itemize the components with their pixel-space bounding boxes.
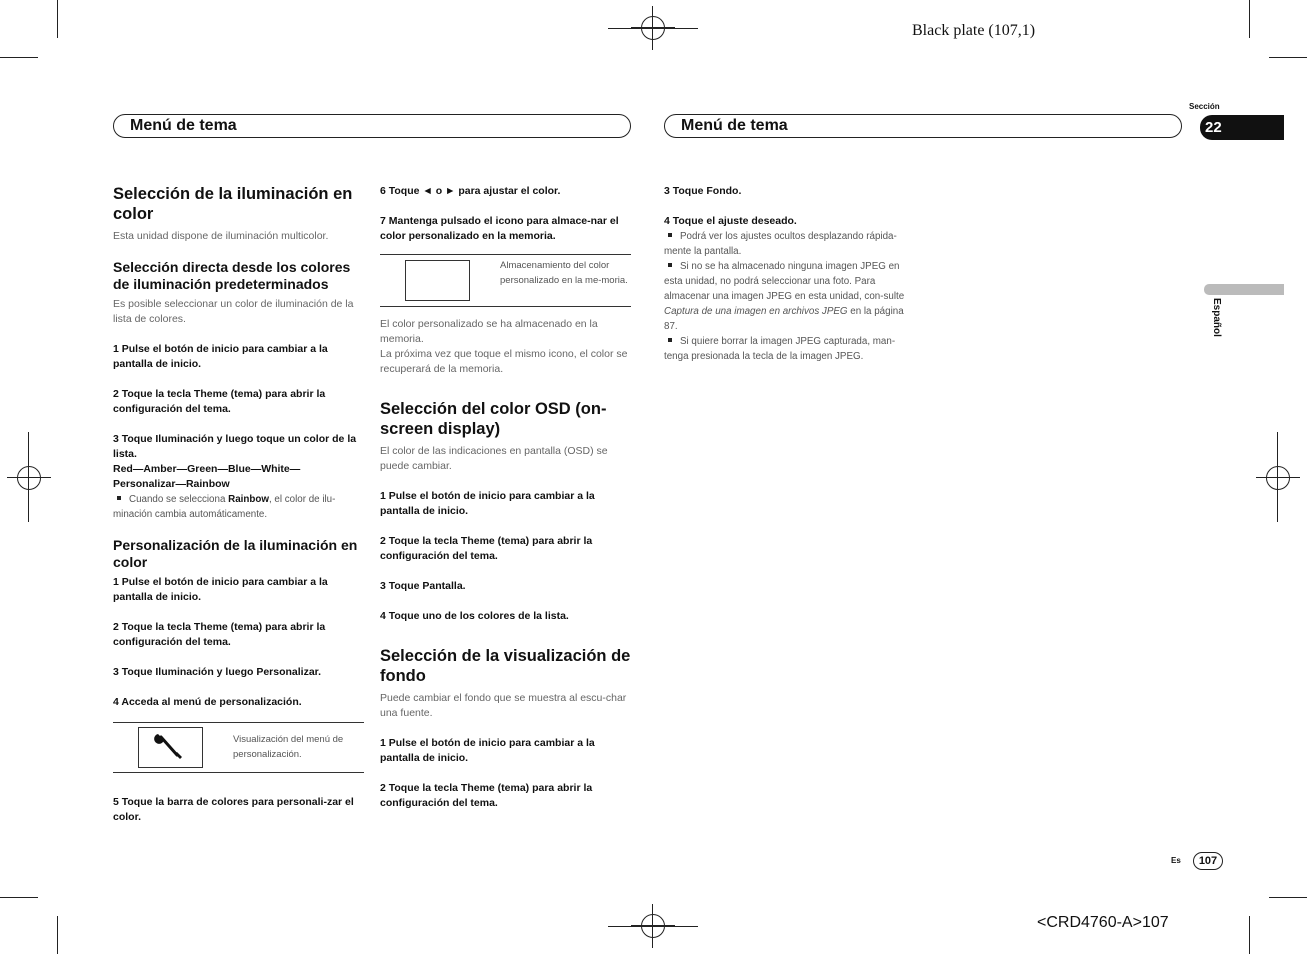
bullet-icon	[668, 233, 672, 237]
step: 2 Toque la tecla Theme (tema) para abrir la configuración del tema.	[380, 535, 593, 562]
note: Cuando se selecciona Rainbow, el color de ilu-minación cambia automáticamente.	[113, 494, 336, 520]
color-swatch-icon	[405, 260, 470, 301]
crop-mark	[1249, 0, 1250, 38]
footer-code: <CRD4760-A>107	[1037, 914, 1169, 931]
note: Podrá ver los ajustes ocultos desplazando rápida-mente la pantalla.	[664, 231, 897, 257]
icon-box-row	[113, 722, 364, 773]
step: 1 Pulse el botón de inicio para cambiar a la pantalla de inicio.	[380, 490, 595, 517]
box-caption: Almacenamiento del color personalizado en la me-moria.	[500, 260, 628, 286]
saved-text: La próxima vez que toque el mismo icono, el color se recuperará de la memoria.	[380, 348, 628, 375]
osd-body: El color de las indicaciones en pantalla (OSD) se puede cambiar.	[380, 445, 608, 472]
header-title-left: Menú de tema	[130, 117, 237, 134]
section-label: Sección	[1189, 102, 1220, 111]
heading-customize: Personalización de la iluminación en color	[113, 537, 358, 570]
colors-list: Red—Amber—Green—Blue—White—	[113, 463, 301, 475]
step: 4 Toque uno de los colores de la lista.	[380, 610, 569, 622]
step: 4 Acceda al menú de personalización.	[113, 696, 302, 708]
icon-box-row	[380, 254, 631, 307]
step: 7 Mantenga pulsado el icono para almace-nar el color personalizado en la memoria.	[380, 215, 619, 242]
header-bar-right	[664, 114, 1182, 138]
plate-label: Black plate (107,1)	[912, 22, 1036, 39]
step: 1 Pulse el botón de inicio para cambiar a la pantalla de inicio.	[113, 343, 328, 370]
step: 1 Pulse el botón de inicio para cambiar a la pantalla de inicio.	[113, 576, 328, 603]
heading-color-illumination: Selección de la iluminación en color	[113, 185, 353, 223]
step: 3 Toque Fondo.	[664, 185, 742, 197]
step: 3 Toque Iluminación y luego toque un color de la lista.	[113, 433, 357, 460]
crop-mark	[0, 897, 38, 898]
heading-background: Selección de la visualización de fondo	[380, 647, 631, 685]
step: 3 Toque Iluminación y luego Personalizar.	[113, 666, 322, 678]
bullet-icon	[117, 496, 121, 500]
crop-mark	[57, 0, 58, 38]
header-bar-left	[113, 114, 631, 138]
language-label: Español	[1211, 298, 1222, 337]
registration-mark	[7, 456, 51, 500]
box-caption: Visualización del menú de personalización.	[233, 734, 344, 760]
note: Si no se ha almacenado ninguna imagen JPEG en esta unidad, no podrá seleccionar una foto. Para almacenar una imagen JPEG en esta unidad, con-sulte Captura de una imagen en archivos JPEG en la página 87.	[664, 261, 905, 332]
bullet-icon	[668, 263, 672, 267]
column-2	[380, 184, 631, 811]
step: 4 Toque el ajuste deseado.	[664, 215, 797, 227]
heading-direct-selection: Selección directa desde los colores de iluminación predeterminados	[113, 259, 351, 292]
crop-mark	[1269, 57, 1307, 58]
crop-mark	[0, 57, 38, 58]
step: 2 Toque la tecla Theme (tema) para abrir la configuración del tema.	[113, 388, 326, 415]
header-title-right: Menú de tema	[681, 117, 788, 134]
step: 2 Toque la tecla Theme (tema) para abrir la configuración del tema.	[380, 782, 593, 809]
crop-mark	[1249, 916, 1250, 954]
language-tab	[1204, 284, 1284, 295]
customize-menu-icon	[138, 727, 203, 768]
direct-body: Es posible seleccionar un color de iluminación de la lista de colores.	[113, 298, 354, 325]
registration-mark	[1256, 456, 1300, 500]
crop-mark	[608, 28, 698, 29]
step: 3 Toque Pantalla.	[380, 580, 466, 592]
step: 2 Toque la tecla Theme (tema) para abrir la configuración del tema.	[113, 621, 326, 648]
section-number: 22	[1200, 115, 1284, 140]
intro-text: Esta unidad dispone de iluminación multicolor.	[113, 230, 329, 242]
step: 6 Toque ◄ o ► para ajustar el color.	[380, 185, 561, 197]
page-number: 107	[1193, 852, 1223, 870]
note: Si quiere borrar la imagen JPEG capturada, man-tenga presionada la tecla de la imagen JPEG.	[664, 336, 896, 362]
crop-mark	[57, 916, 58, 954]
step: 1 Pulse el botón de inicio para cambiar a la pantalla de inicio.	[380, 737, 595, 764]
bullet-icon	[668, 338, 672, 342]
bg-body: Puede cambiar el fondo que se muestra al escu-char una fuente.	[380, 692, 627, 719]
colors-list: Personalizar—Rainbow	[113, 478, 230, 490]
step: 5 Toque la barra de colores para personali-zar el color.	[113, 796, 354, 823]
crop-mark	[608, 926, 698, 927]
heading-osd-color: Selección del color OSD (on-screen display)	[380, 400, 607, 438]
saved-text: El color personalizado se ha almacenado en la memoria.	[380, 318, 598, 345]
page-lang-code: Es	[1171, 856, 1181, 865]
crop-mark	[1269, 897, 1307, 898]
column-3	[664, 184, 915, 364]
column-1	[113, 184, 364, 825]
